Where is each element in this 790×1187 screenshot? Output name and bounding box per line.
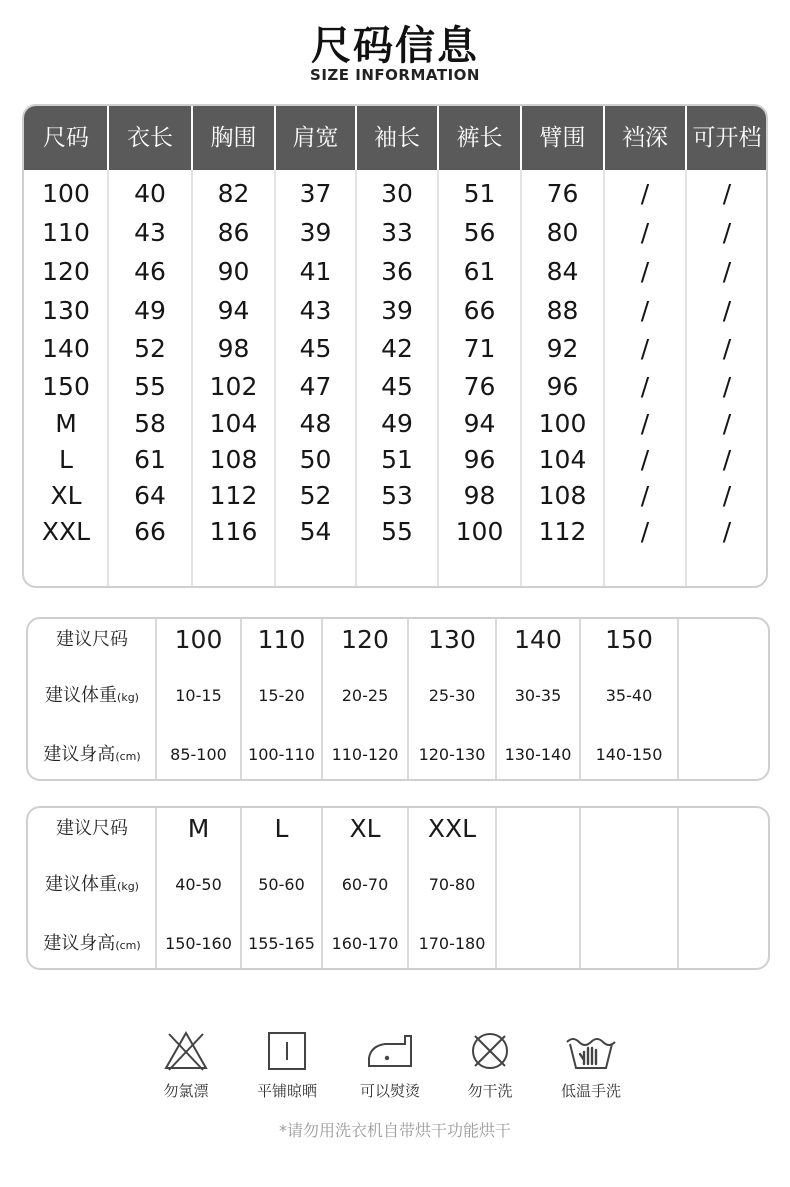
dryer-note: *请勿用洗衣机自带烘干功能烘干 bbox=[278, 1121, 511, 1140]
size-cell: 110 bbox=[42, 218, 90, 247]
header-divider bbox=[191, 106, 193, 170]
size-cell: 116 bbox=[209, 517, 258, 546]
size-cell: 43 bbox=[134, 218, 166, 247]
size-header-cell: 裤长 bbox=[456, 125, 503, 151]
care-label: 勿干洗 bbox=[467, 1082, 513, 1100]
page-subtitle: SIZE INFORMATION bbox=[310, 66, 480, 84]
size-table-row bbox=[24, 176, 766, 212]
rec-label-text: 建议体重 bbox=[45, 874, 118, 895]
rec-value: 170-180 bbox=[418, 934, 486, 953]
size-cell: 92 bbox=[546, 334, 579, 363]
care-flat-dry bbox=[237, 1030, 337, 1101]
size-cell: 49 bbox=[381, 409, 413, 438]
size-cell: L bbox=[59, 445, 73, 474]
size-cell: / bbox=[722, 218, 732, 247]
rec-value: M bbox=[187, 814, 210, 843]
size-cell: 47 bbox=[299, 372, 332, 401]
size-cell: 36 bbox=[381, 257, 413, 286]
rec-row-label bbox=[28, 625, 156, 655]
adult-recommendation-table bbox=[26, 806, 770, 970]
size-cell: 33 bbox=[381, 218, 413, 247]
header-divider bbox=[685, 106, 687, 170]
size-table bbox=[22, 104, 768, 588]
size-cell: / bbox=[640, 334, 650, 363]
size-cell: 45 bbox=[381, 372, 413, 401]
size-cell: 53 bbox=[381, 481, 413, 510]
rec-label-text: 建议身高 bbox=[43, 744, 116, 765]
no-dry-clean-icon bbox=[467, 1030, 513, 1072]
size-cell: 58 bbox=[134, 409, 166, 438]
size-cell: 61 bbox=[463, 257, 496, 286]
size-cell: 39 bbox=[381, 296, 413, 325]
size-cell: / bbox=[722, 334, 732, 363]
size-cell: 48 bbox=[299, 409, 332, 438]
size-header-cell: 袖长 bbox=[374, 125, 420, 151]
size-cell: 102 bbox=[209, 372, 258, 401]
rec-value: 40-50 bbox=[175, 875, 222, 894]
size-cell: 130 bbox=[42, 296, 90, 325]
rec-value: 50-60 bbox=[258, 875, 305, 894]
size-cell: 52 bbox=[299, 481, 332, 510]
size-table-row bbox=[24, 514, 766, 550]
size-cell: 50 bbox=[299, 445, 332, 474]
rec-value: 30-35 bbox=[514, 686, 562, 705]
size-cell: 104 bbox=[538, 445, 587, 474]
rec-value: 110 bbox=[257, 625, 306, 654]
header-divider bbox=[603, 106, 605, 170]
size-cell: 61 bbox=[134, 445, 166, 474]
size-cell: / bbox=[640, 517, 650, 546]
size-cell: / bbox=[640, 481, 650, 510]
care-label: 可以熨烫 bbox=[359, 1082, 420, 1100]
size-cell: / bbox=[722, 296, 732, 325]
header-divider bbox=[107, 106, 109, 170]
size-cell: / bbox=[640, 372, 650, 401]
rec-value: XL bbox=[349, 814, 381, 843]
size-cell: 71 bbox=[463, 334, 496, 363]
no-bleach-icon bbox=[163, 1030, 209, 1072]
size-cell: 96 bbox=[463, 445, 496, 474]
header-divider bbox=[274, 106, 276, 170]
size-header-cell: 尺码 bbox=[43, 125, 89, 151]
size-cell: / bbox=[722, 517, 732, 546]
rec-value: 120 bbox=[341, 625, 389, 654]
rec-row-label bbox=[28, 681, 156, 711]
rec-label-unit: (cm) bbox=[115, 750, 141, 763]
size-cell: 66 bbox=[463, 296, 496, 325]
rec-value: 85-100 bbox=[170, 745, 227, 764]
rec-label-text: 建议体重 bbox=[45, 685, 118, 706]
size-cell: XXL bbox=[41, 517, 91, 546]
size-cell: 30 bbox=[381, 179, 413, 208]
size-cell: 45 bbox=[299, 334, 332, 363]
size-table-row bbox=[24, 215, 766, 251]
size-cell: 108 bbox=[538, 481, 587, 510]
rec-value: 15-20 bbox=[258, 686, 305, 705]
size-header-cell: 臂围 bbox=[539, 125, 586, 151]
care-no-dry-clean bbox=[440, 1030, 540, 1101]
size-cell: 52 bbox=[134, 334, 166, 363]
size-cell: 112 bbox=[538, 517, 587, 546]
size-cell: / bbox=[722, 257, 732, 286]
size-cell: 98 bbox=[217, 334, 250, 363]
size-cell: 96 bbox=[546, 372, 579, 401]
size-cell: / bbox=[640, 409, 650, 438]
rec-value: 100-110 bbox=[248, 745, 315, 764]
size-cell: 140 bbox=[42, 334, 90, 363]
size-cell: 43 bbox=[299, 296, 332, 325]
rec-row-label bbox=[28, 929, 156, 959]
care-hand-wash bbox=[541, 1030, 641, 1101]
size-table-row bbox=[24, 478, 766, 514]
size-cell: 86 bbox=[217, 218, 250, 247]
rec-label-unit: (kg) bbox=[117, 691, 139, 704]
size-table-header bbox=[24, 106, 766, 170]
rec-label-unit: (cm) bbox=[115, 939, 141, 952]
size-header-cell: 裆深 bbox=[622, 125, 668, 151]
header-divider bbox=[520, 106, 522, 170]
size-cell: 55 bbox=[381, 517, 413, 546]
rec-row-label bbox=[28, 814, 156, 844]
size-cell: 39 bbox=[299, 218, 332, 247]
size-cell: 54 bbox=[299, 517, 332, 546]
rec-label-text: 建议尺码 bbox=[56, 629, 128, 650]
rec-value: 35-40 bbox=[605, 686, 653, 705]
size-cell: 40 bbox=[134, 179, 166, 208]
rec-value: 140 bbox=[514, 625, 562, 654]
size-cell: 49 bbox=[134, 296, 166, 325]
size-cell: 104 bbox=[209, 409, 258, 438]
size-cell: 76 bbox=[546, 179, 579, 208]
rec-value: 130 bbox=[428, 625, 476, 654]
rec-value: 10-15 bbox=[175, 686, 222, 705]
size-cell: 90 bbox=[217, 257, 250, 286]
size-table-row bbox=[24, 406, 766, 442]
rec-value: 120-130 bbox=[418, 745, 486, 764]
size-table-row bbox=[24, 442, 766, 478]
size-table-row bbox=[24, 331, 766, 367]
size-cell: 80 bbox=[546, 218, 579, 247]
column-divider bbox=[579, 808, 581, 968]
kids-recommendation-table bbox=[26, 617, 770, 781]
size-cell: 100 bbox=[42, 179, 90, 208]
header-divider bbox=[355, 106, 357, 170]
rec-label-text: 建议身高 bbox=[43, 933, 116, 954]
size-cell: 100 bbox=[455, 517, 504, 546]
size-cell: 120 bbox=[42, 257, 90, 286]
size-cell: / bbox=[640, 218, 650, 247]
size-table-row bbox=[24, 293, 766, 329]
size-cell: / bbox=[640, 445, 650, 474]
size-cell: / bbox=[722, 445, 732, 474]
size-header-cell: 可开档 bbox=[692, 125, 762, 151]
size-cell: 82 bbox=[217, 179, 250, 208]
size-cell: / bbox=[722, 179, 732, 208]
size-cell: 100 bbox=[538, 409, 587, 438]
size-cell: 76 bbox=[463, 372, 496, 401]
rec-row-label bbox=[28, 740, 156, 770]
size-cell: XL bbox=[50, 481, 82, 510]
size-cell: 56 bbox=[463, 218, 496, 247]
care-label: 勿氯漂 bbox=[163, 1082, 209, 1100]
column-divider bbox=[677, 808, 679, 968]
flat-dry-icon bbox=[264, 1030, 310, 1072]
size-cell: 51 bbox=[381, 445, 413, 474]
iron-icon bbox=[365, 1030, 415, 1072]
hand-wash-icon bbox=[564, 1030, 618, 1072]
care-iron bbox=[340, 1030, 440, 1101]
size-cell: 150 bbox=[42, 372, 90, 401]
size-cell: 84 bbox=[546, 257, 579, 286]
rec-value: 20-25 bbox=[341, 686, 389, 705]
header-divider bbox=[437, 106, 439, 170]
rec-label-text: 建议尺码 bbox=[56, 818, 128, 839]
page-title: 尺码信息 bbox=[311, 23, 479, 69]
rec-row-label bbox=[28, 870, 156, 900]
size-cell: 46 bbox=[134, 257, 166, 286]
care-no-bleach bbox=[136, 1030, 236, 1101]
size-header-cell: 胸围 bbox=[210, 125, 257, 151]
size-cell: 94 bbox=[463, 409, 496, 438]
rec-value: 160-170 bbox=[331, 934, 399, 953]
care-label: 平铺晾晒 bbox=[256, 1082, 317, 1100]
size-cell: 37 bbox=[299, 179, 332, 208]
size-cell: / bbox=[722, 481, 732, 510]
size-header-cell: 肩宽 bbox=[292, 125, 339, 151]
rec-value: 60-70 bbox=[341, 875, 389, 894]
size-cell: M bbox=[55, 409, 77, 438]
size-header-cell: 衣长 bbox=[127, 125, 173, 151]
size-cell: / bbox=[640, 257, 650, 286]
size-cell: 51 bbox=[463, 179, 496, 208]
size-cell: / bbox=[640, 179, 650, 208]
rec-value: 150-160 bbox=[165, 934, 232, 953]
rec-value: 150 bbox=[605, 625, 653, 654]
rec-value: 110-120 bbox=[331, 745, 399, 764]
rec-value: 155-165 bbox=[248, 934, 315, 953]
size-table-row bbox=[24, 369, 766, 405]
size-cell: 108 bbox=[209, 445, 258, 474]
rec-value: 130-140 bbox=[504, 745, 572, 764]
size-cell: 88 bbox=[546, 296, 579, 325]
rec-value: XXL bbox=[427, 814, 477, 843]
size-cell: / bbox=[640, 296, 650, 325]
size-cell: 112 bbox=[209, 481, 258, 510]
size-cell: 94 bbox=[217, 296, 250, 325]
rec-value: 25-30 bbox=[428, 686, 476, 705]
care-label: 低温手洗 bbox=[560, 1082, 621, 1100]
size-cell: / bbox=[722, 409, 732, 438]
size-cell: 41 bbox=[299, 257, 332, 286]
size-table-row bbox=[24, 254, 766, 290]
size-cell: 98 bbox=[463, 481, 496, 510]
rec-value: 100 bbox=[174, 625, 223, 654]
size-cell: 42 bbox=[381, 334, 413, 363]
size-cell: 64 bbox=[134, 481, 166, 510]
size-cell: 55 bbox=[134, 372, 166, 401]
rec-value: 140-150 bbox=[595, 745, 663, 764]
rec-value: L bbox=[274, 814, 289, 843]
rec-label-unit: (kg) bbox=[117, 880, 139, 893]
size-cell: 66 bbox=[134, 517, 166, 546]
rec-value: 70-80 bbox=[428, 875, 476, 894]
size-cell: / bbox=[722, 372, 732, 401]
